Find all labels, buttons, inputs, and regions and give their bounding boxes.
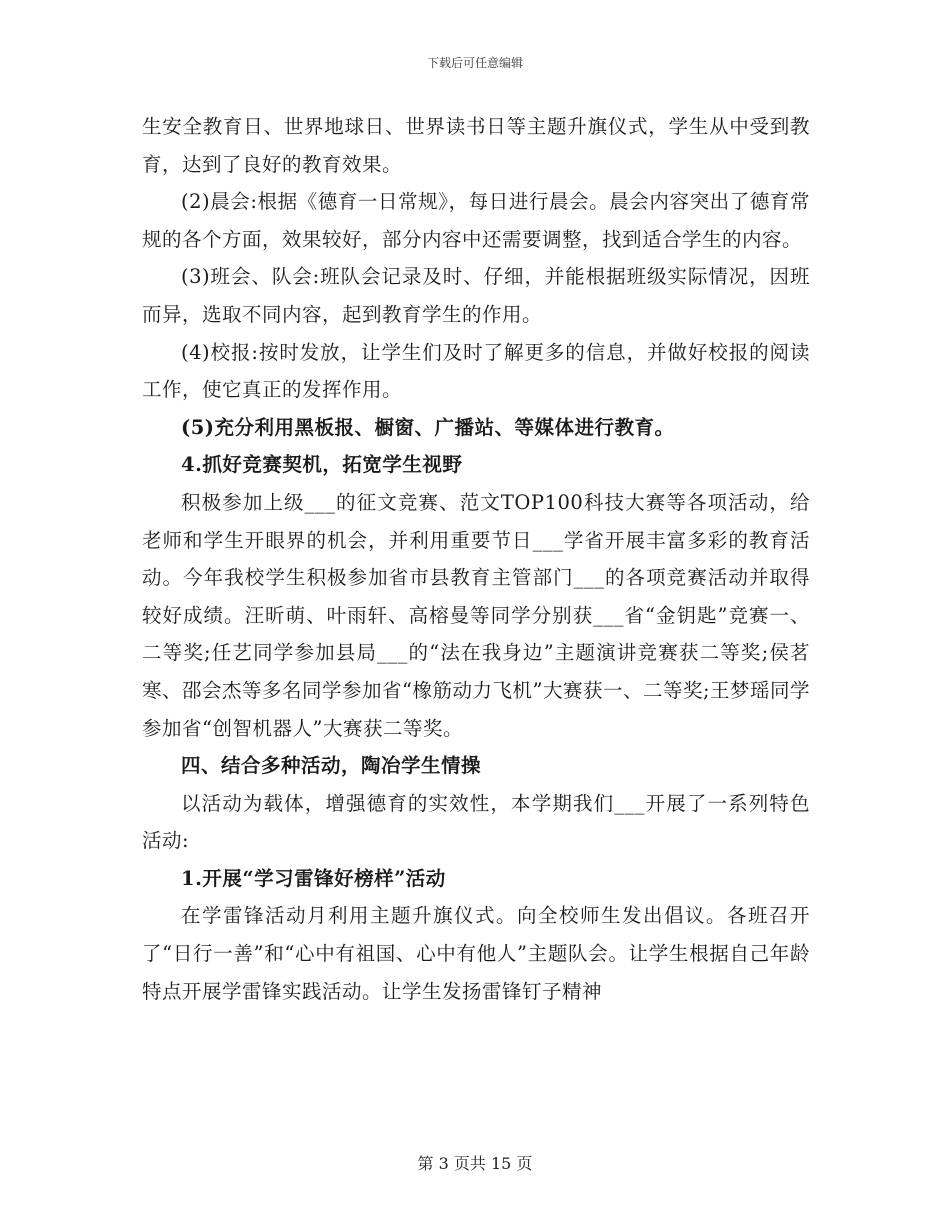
document-body (142, 108, 810, 1010)
page-footer: 第 3 页共 15 页 (417, 1154, 533, 1173)
paragraph: (2)晨会:根据《德育一日常规》，每日进行晨会。晨会内容突出了德育常规的各个方面，效果较好，部分内容中还需要调整，找到适合学生的内容。 (142, 190, 810, 251)
section-heading: 1.开展“学习雷锋好榜样”活动 (181, 866, 446, 890)
section-heading: 4.抓好竞赛契机，拓宽学生视野 (181, 453, 463, 477)
paragraph: 以活动为载体，增强德育的实效性，本学期我们___开展了一系列特色活动: (142, 791, 810, 853)
paragraph: 积极参加上级___的征文竞赛、范文TOP100科技大赛等各项活动，给老师和学生开眼界的机会，并利用重要节日___学省开展丰富多彩的教育活动。今年我校学生积极参加省市县教育主管部门___的各项竞赛活动并取得较好成绩。汪昕萌、叶雨轩、高榕曼等同学分别获___省“金钥匙”竞赛一、二等奖;任艺同学参加县局___的“法在我身边”主题演讲竞赛获二等奖;侯茗寒、邵会杰等多名同学参加省“橡筋动力飞机”大赛获一、二等奖;王梦瑶同学参加省“创智机器人”大赛获二等奖。 (142, 490, 811, 740)
paragraph: (4)校报:按时发放，让学生们及时了解更多的信息，并做好校报的阅读工作，使它真正的发挥作用。 (142, 340, 810, 402)
section-heading: 四、结合多种活动，陶冶学生情操 (181, 754, 482, 778)
page-header: 下载后可任意编辑 (426, 56, 523, 70)
bold-paragraph: (5)充分利用黑板报、橱窗、广播站、等媒体进行教育。 (181, 415, 675, 439)
paragraph: 在学雷锋活动月利用主题升旗仪式。向全校师生发出倡议。各班召开了“日行一善”和“心中有祖国、心中有他人”主题队会。让学生根据自己年龄特点开展学雷锋实践活动。让学生发扬雷锋钉子精神 (142, 904, 810, 1003)
paragraph: 生安全教育日、世界地球日、世界读书日等主题升旗仪式，学生从中受到教育，达到了良好的教育效果。 (142, 115, 810, 176)
paragraph: (3)班会、队会:班队会记录及时、仔细，并能根据班级实际情况，因班而异，选取不同内容，起到教育学生的作用。 (142, 265, 810, 326)
